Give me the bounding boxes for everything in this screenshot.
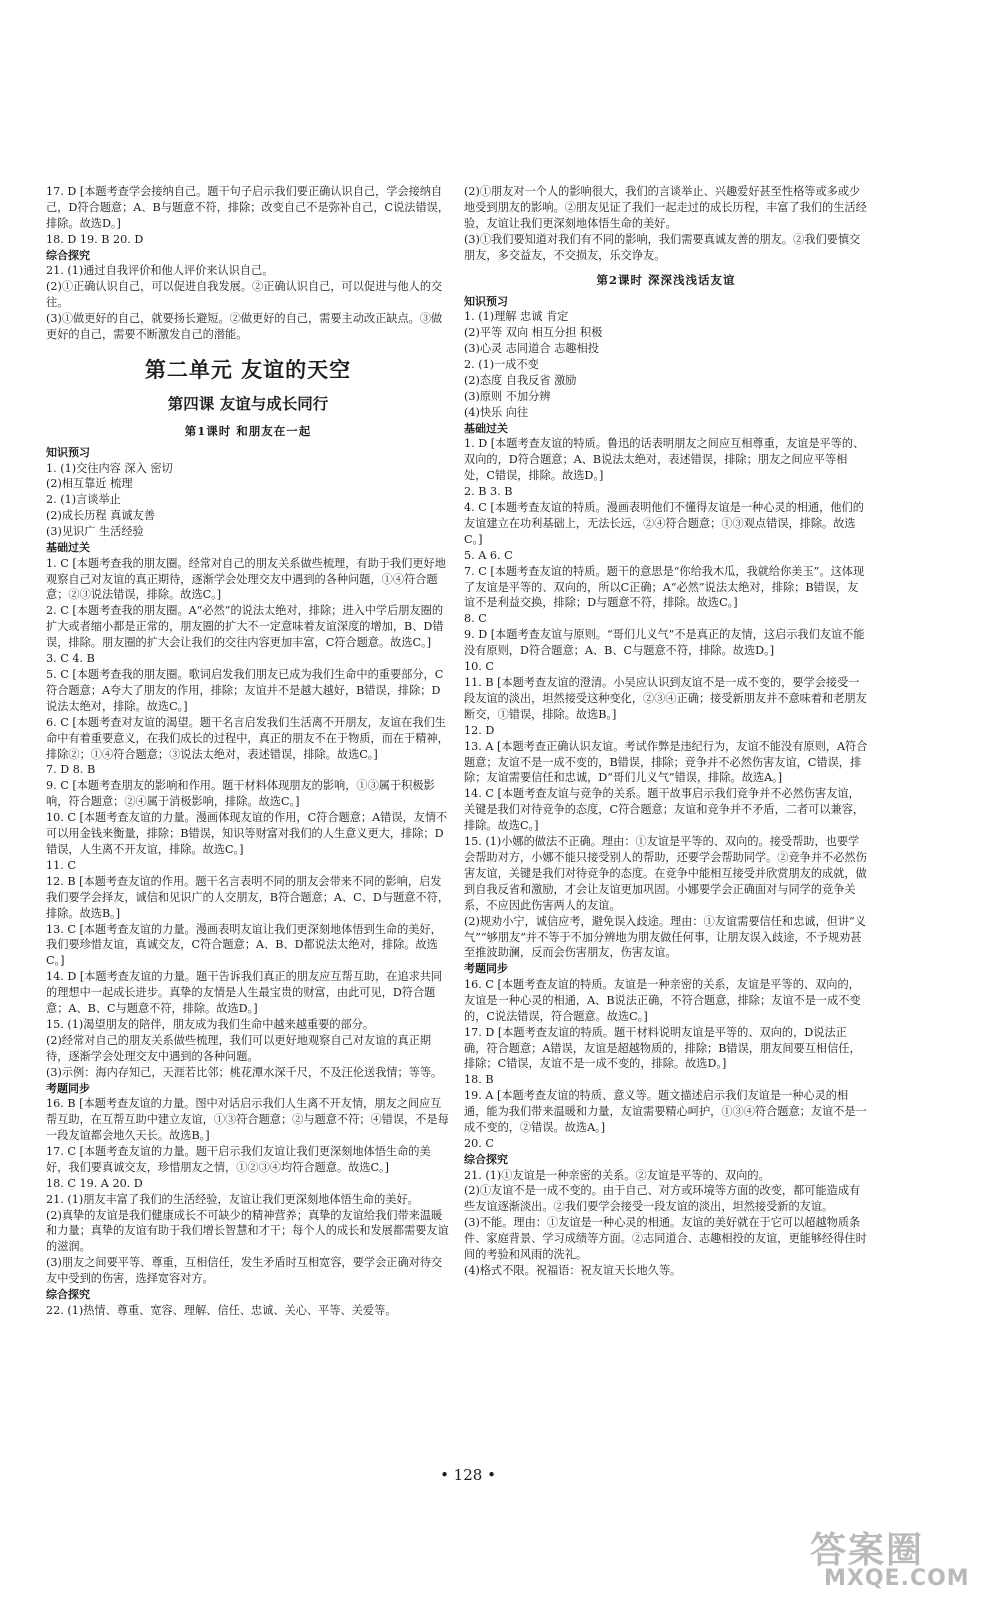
section-heading: 综合探究	[464, 1152, 508, 1166]
answer-line: 7. C [本题考查友谊的特质。题干的意思是“你给我木瓜，我就给你美玉”。这体现了友谊是平等的、双向的，所以C正确；A“必然”说法太绝对，排除；B错误，友谊不是利益交换，排除；D与题意不符，排除。故选C。]	[464, 564, 865, 610]
answer-line: 16. B [本题考查友谊的力量。图中对话启示我们人生离不开友情，朋友之间应互帮互助，在互帮互助中建立友谊，①③符合题意；②与题意不符；④错误，不是每一段友谊都会地久天长。故选B。]	[46, 1097, 449, 1142]
section-heading: 基础过关	[46, 541, 90, 555]
answer-line: (2)①正确认识自己，可以促进自我发展。②正确认识自己，可以促进与他人的交往。	[46, 280, 443, 310]
answer-line: (3)心灵 志同道合 志趣相投	[464, 342, 599, 356]
answer-line: (4)快乐 向往	[464, 405, 529, 419]
period-title: 第1课时 和朋友在一起	[184, 423, 312, 438]
answer-line: 10. C [本题考查友谊的力量。漫画体现友谊的作用，C符合题意；A错误，友情不可以用金钱来衡量，排除；B错误，知识等财富对我们的人生意义更大，排除；D错误，人生离不开友谊，排除。故选C。]	[46, 811, 448, 856]
answer-line: 17. D [本题考查学会接纳自己。题干句子启示我们要正确认识自己，学会接纳自己，D符合题意；A、B与题意不符，排除；改变自己不是弥补自己，C说法错误，排除。故选D。]	[46, 185, 450, 230]
answer-line: 4. C [本题考查友谊的特质。漫画表明他们不懂得友谊是一种心灵的相通，他们的友谊建立在功利基础上，无法长远，②④符合题意；①③观点错误，排除。故选C。]	[464, 501, 864, 546]
section-heading: 综合探究	[46, 248, 90, 262]
answer-line: (2)①友谊不是一成不变的。由于自己、对方或环境等方面的改变，都可能造成有些友谊逐渐淡出。②我们要学会接受一段友谊的淡出，坦然接受新的友谊。	[464, 1184, 861, 1214]
section-heading: 基础过关	[464, 421, 508, 435]
section-heading: 考题同步	[46, 1081, 90, 1095]
left-column	[46, 184, 450, 1319]
answer-line: (2)①朋友对一个人的影响很大，我们的言谈举止、兴趣爱好甚至性格等或多或少地受到朋友的影响。②朋友见证了我们一起走过的成长历程，丰富了我们的生活经验，友谊让我们更深刻地体悟生命的美好。	[464, 185, 867, 230]
answer-line: (2)规劝小宁，诚信应考，避免误入歧途。理由：①友谊需要信任和忠诚，但讲“义气”“够朋友”并不等于不加分辨地为朋友做任何事，让朋友误入歧途，不予规劝甚至推波助澜，反而会伤害朋友，伤害友谊。	[464, 914, 866, 960]
answer-line: 1. C [本题考查我的朋友圈。经常对自己的朋友关系做些梳理，有助于我们更好地观察自己对友谊的真正期待，逐渐学会处理交友中遇到的各种问题，①④符合题意；②③说法错误，排除。故选C。]	[46, 556, 446, 602]
answer-line: (2)真挚的友谊是我们健康成长不可缺少的精神营养；真挚的友谊给我们带来温暖和力量；真挚的友谊有助于我们增长智慧和才干；每个人的成长和发展都需要友谊的滋润。	[46, 1208, 449, 1254]
section-heading: 知识预习	[464, 294, 508, 308]
answer-line: 12. D	[464, 723, 495, 737]
answer-line: 7. D 8. B	[46, 763, 96, 777]
answer-line: (4)格式不限。祝福语：祝友谊天长地久等。	[464, 1263, 682, 1277]
answer-line: 16. C [本题考查友谊的特质。友谊是一种亲密的关系，友谊是平等的、双向的，友谊是一种心灵的相通，A、B说法正确，不符合题意，排除；友谊不是一成不变的，C说法错误，符合题意。故选C。]	[464, 977, 861, 1023]
watermark-logo-text: 答案圈	[810, 1530, 925, 1571]
answer-line: 20. C	[464, 1137, 494, 1150]
answer-line: (2)态度 自我反省 激励	[464, 374, 577, 388]
answer-line: 10. C	[464, 660, 494, 674]
answer-line: 19. A [本题考查友谊的特质、意义等。题文描述启示我们友谊是一种心灵的相通，能为我们带来温暖和力量，友谊需要精心呵护，①③④符合题意；友谊不是一成不变的，②错误。故选A。]	[464, 1089, 867, 1135]
answer-line: (2)成长历程 真诚友善	[46, 509, 155, 523]
answer-line: 21. (1)①友谊是一种亲密的关系。②友谊是平等的、双向的。	[464, 1168, 770, 1182]
watermark-logo	[810, 1522, 986, 1594]
answer-line: (3)①做更好的自己，就要扬长避短。②做更好的自己，需要主动改正缺点。③做更好的自己，需要不断激发自己的潜能。	[46, 311, 443, 341]
answer-line: (3)①我们要知道对我们有不同的影响，我们需要真诚友善的朋友。②我们要慎交朋友，多交益友，不交损友，乐交诤友。	[464, 232, 861, 262]
answer-line: 8. C	[464, 612, 487, 626]
section-heading: 综合探究	[46, 1288, 90, 1302]
answer-line: 1. D [本题考查友谊的特质。鲁迅的话表明朋友之间应互相尊重，友谊是平等的、双向的，D符合题意；A、B说法太绝对，表述错误，排除；朋友之间应平等相处，C错误，排除。故选D。]	[464, 437, 865, 483]
answer-line: (3)原则 不加分辨	[464, 390, 551, 403]
right-column	[464, 184, 868, 1279]
answer-line: 11. B [本题考查友谊的澄清。小吴应认识到友谊不是一成不变的，要学会接受一段友谊的淡出，坦然接受这种变化，②③④正确；接受新朋友并不意味着和老朋友断交，①错误，排除。故选B。]	[464, 676, 867, 721]
answer-line: 2. C [本题考查我的朋友圈。A“必然”的说法太绝对，排除；进入中学后朋友圈的扩大或者缩小都是正常的，朋友圈的扩大不一定意味着友谊深度的增加，B、D错误，排除。朋友圈的扩大会让我们的交往内容更加丰富，C符合题意。故选C。]	[46, 604, 444, 650]
answer-line: 21. (1)通过自我评价和他人评价来认识自己。	[46, 264, 274, 278]
answer-line: 1. (1)理解 忠诚 肯定	[464, 310, 569, 324]
answer-line: (2)相互靠近 梳理	[46, 477, 133, 491]
answer-line: 14. C [本题考查友谊与竞争的关系。题干故事启示我们竞争并不必然伤害友谊，关键是我们对待竞争的态度，C符合题意；友谊和竞争并不矛盾，二者可以兼容，排除。故选C。]	[464, 787, 865, 833]
answer-line: (3)见识广 生活经验	[46, 525, 144, 539]
answer-line: 15. (1)渴望朋友的陪伴，朋友成为我们生命中越来越重要的部分。	[46, 1017, 375, 1031]
lesson-title: 第四课 友谊与成长同行	[167, 393, 329, 413]
answer-line: 3. C 4. B	[46, 652, 95, 666]
answer-line: 5. C [本题考查我的朋友圈。歌词启发我们朋友已成为我们生命中的重要部分，C符合题意；A夸大了朋友的作用，排除；友谊并不是越大越好，B错误，排除；D说法太绝对，排除。故选C。]	[46, 668, 444, 713]
period-title: 第2课时 深深浅浅话友谊	[596, 272, 736, 287]
answer-line: 1. (1)交往内容 深入 密切	[46, 461, 173, 475]
answer-line: 15. (1)小娜的做法不正确。理由：①友谊是平等的、双向的。接受帮助，也要学会帮助对方，小娜不能只接受别人的帮助，还要学会帮助同学。②竞争并不必然伤害友谊，关键是我们对待竞争的态度。在竞争中能相互接受并欣赏朋友的成就，做到自我反省和激励，才会让友谊更加巩固。小娜要学会正确面对与同学的竞争关系，不应因此伤害两人的友谊。	[464, 835, 867, 912]
answer-line: (3)不能。理由：①友谊是一种心灵的相通。友谊的美好就在于它可以超越物质条件、家庭背景、学习成绩等方面。②志同道合、志趣相投的友谊，更能够经得住时间的考验和风雨的洗礼。	[464, 1216, 867, 1262]
answer-line: (3)朋友之间要平等、尊重，互相信任，发生矛盾时互相宽容，要学会正确对待交友中受到的伤害，选择宽容对方。	[46, 1256, 443, 1286]
answer-line: (3)示例：海内存知己，天涯若比邻；桃花潭水深千尺，不及汪伦送我情；等等。	[46, 1065, 443, 1079]
answer-line: 22. (1)热情、尊重、宽容、理解、信任、忠诚、关心、平等、关爱等。	[46, 1303, 397, 1317]
answer-line: 18. B	[464, 1073, 494, 1087]
answer-line: 13. C [本题考查友谊的力量。漫画表明友谊让我们更深刻地体悟到生命的美好，我们要珍惜友谊，真诚交友，C符合题意；A、B、D都说法太绝对，排除。故选C。]	[46, 922, 442, 968]
answer-line: 18. D 19. B 20. D	[46, 232, 144, 246]
answer-line: (2)经常对自己的朋友关系做些梳理，我们可以更好地观察自己对友谊的真正期待，逐渐学会处理交友中遇到的各种问题。	[46, 1033, 432, 1063]
answer-line: 17. C [本题考查友谊的力量。题干启示我们友谊让我们更深刻地体悟生命的美好，我们要真诚交友，珍惜朋友之情，①②③④均符合题意。故选C。]	[46, 1144, 431, 1174]
page-number: • 128 •	[440, 1466, 496, 1484]
unit-title: 第二单元 友谊的天空	[144, 356, 352, 382]
answer-line: 13. A [本题考查正确认识友谊。考试作弊是违纪行为，友谊不能没有原则，A符合题意；友谊不是一成不变的，B错误，排除；竞争并不必然伤害友谊，C错误，排除；友谊需要信任和忠诚，D“哥们儿义气”错误，排除。故选A。]	[464, 739, 868, 785]
answer-line: 6. C [本题考查对友谊的渴望。题干名言启发我们生活离不开朋友，友谊在我们生命中有着重要意义，在我们成长的过程中，真正的朋友不在于物质，而在于精神，排除②；①④符合题意；③说法太绝对，表述错误，排除。故选C。]	[46, 715, 449, 761]
answer-line: 2. (1)一成不变	[464, 358, 539, 372]
answer-line: 11. C	[46, 858, 76, 872]
answer-line: 18. C 19. A 20. D	[46, 1176, 143, 1190]
section-heading: 考题同步	[464, 962, 508, 976]
answer-line: 14. D [本题考查友谊的力量。题干告诉我们真正的朋友应互帮互助，在追求共同的理想中一起成长进步。真挚的友情是人生最宝贵的财富，由此可见，D符合题意；A、B、C与题意不符，排除。故选D。]	[46, 970, 443, 1016]
answer-line: (2)平等 双向 相互分担 积极	[464, 326, 603, 340]
watermark-url: MXQE.COM	[824, 1566, 970, 1591]
answer-line: 9. D [本题考查友谊与原则。“哥们儿义气”不是真正的友情，这启示我们友谊不能没有原则，D符合题意；A、B、C与题意不符，排除。故选D。]	[464, 628, 865, 658]
answer-line: 21. (1)朋友丰富了我们的生活经验，友谊让我们更深刻地体悟生命的美好。	[46, 1192, 419, 1206]
answer-line: 17. D [本题考查友谊的特质。题干材料说明友谊是平等的、双向的，D说法正确，符合题意；A错误，友谊是超越物质的，排除；B错误，朋友间要互相信任，排除；C错误，友谊不是一成不变的，排除。故选D。]	[464, 1025, 861, 1071]
answer-line: 12. B [本题考查友谊的作用。题干名言表明不同的朋友会带来不同的影响，启发我们要学会择友，诚信和见识广的人交朋友，B符合题意；A、C、D与题意不符，排除。故选B。]	[46, 874, 450, 920]
answer-line: 9. C [本题考查朋友的影响和作用。题干材料体现朋友的影响，①③属于积极影响，符合题意；②④属于消极影响，排除。故选C。]	[46, 779, 435, 809]
answer-line: 2. (1)言谈举止	[46, 493, 121, 507]
section-heading: 知识预习	[46, 445, 90, 459]
answer-line: 2. B 3. B	[464, 485, 513, 499]
answer-line: 5. A 6. C	[464, 548, 513, 562]
